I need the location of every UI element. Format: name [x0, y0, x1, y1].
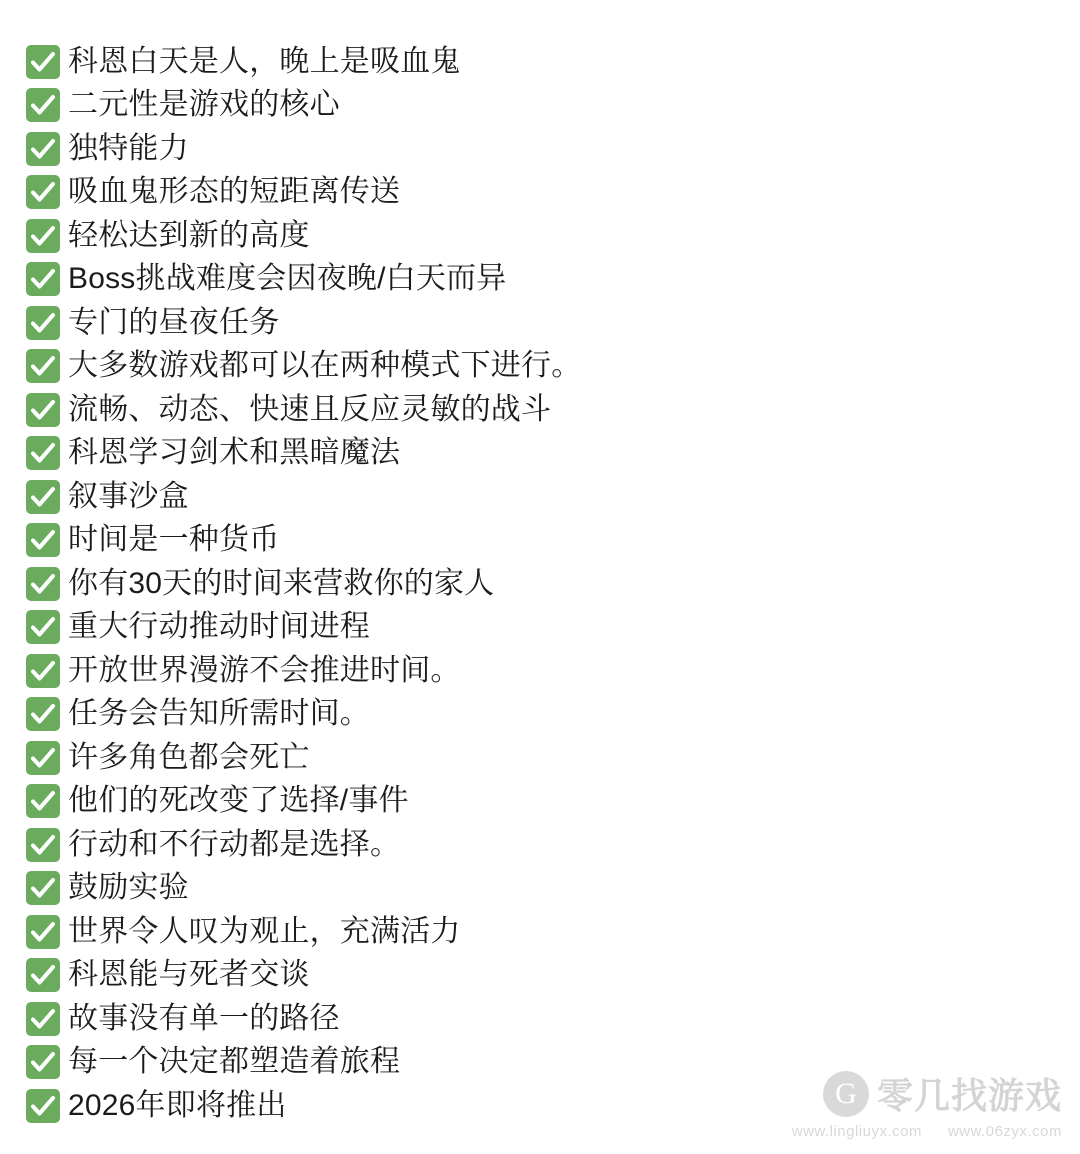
check-icon [26, 1045, 60, 1079]
list-item-label: 世界令人叹为观止，充满活力 [68, 914, 461, 948]
list-item [26, 997, 1080, 1041]
list-item-label: 你有30天的时间来营救你的家人 [68, 566, 495, 600]
list-item-label: 任务会告知所需时间。 [68, 697, 370, 731]
list-item-label: Boss挑战难度会因夜晚/白天而异 [68, 262, 507, 296]
check-icon [26, 262, 60, 296]
check-icon [26, 436, 60, 470]
list-item [26, 649, 1080, 693]
check-icon [26, 88, 60, 122]
check-icon [26, 871, 60, 905]
list-item-label: 独特能力 [68, 131, 189, 165]
check-icon [26, 915, 60, 949]
list-item [26, 867, 1080, 911]
check-icon [26, 175, 60, 209]
list-item-label: 科恩能与死者交谈 [68, 958, 310, 992]
list-item [26, 1084, 1080, 1128]
list-item-label: 科恩白天是人，晚上是吸血鬼 [68, 44, 461, 78]
list-item-label: 叙事沙盒 [68, 479, 189, 513]
list-item-label: 重大行动推动时间进程 [68, 610, 370, 644]
check-icon [26, 567, 60, 601]
check-icon [26, 132, 60, 166]
check-icon [26, 523, 60, 557]
list-item [26, 258, 1080, 302]
list-item [26, 432, 1080, 476]
list-item [26, 171, 1080, 215]
list-item [26, 606, 1080, 650]
check-icon [26, 784, 60, 818]
list-item [26, 388, 1080, 432]
list-item-label: 鼓励实验 [68, 871, 189, 905]
check-icon [26, 741, 60, 775]
watermark-site-left: www.lingliuyx.com [791, 1123, 922, 1140]
list-item [26, 475, 1080, 519]
list-item [26, 519, 1080, 563]
list-item-label: 二元性是游戏的核心 [68, 88, 340, 122]
list-item-label: 时间是一种货币 [68, 523, 280, 557]
check-icon [26, 610, 60, 644]
list-item-label: 轻松达到新的高度 [68, 218, 310, 252]
list-item-label: 科恩学习剑术和黑暗魔法 [68, 436, 401, 470]
check-icon [26, 393, 60, 427]
check-icon [26, 654, 60, 688]
check-icon [26, 1089, 60, 1123]
list-item-label: 每一个决定都塑造着旅程 [68, 1045, 401, 1079]
list-item [26, 823, 1080, 867]
list-item-label: 流畅、动态、快速且反应灵敏的战斗 [68, 392, 552, 426]
list-item [26, 562, 1080, 606]
list-item-label: 许多角色都会死亡 [68, 740, 310, 774]
list-item-label: 开放世界漫游不会推进时间。 [68, 653, 461, 687]
check-icon [26, 45, 60, 79]
watermark-title: 零几找游戏 [876, 1075, 1062, 1116]
check-icon [26, 958, 60, 992]
list-item-label: 吸血鬼形态的短距离传送 [68, 175, 401, 209]
check-icon [26, 306, 60, 340]
list-item-label: 故事没有单一的路径 [68, 1001, 340, 1035]
list-item-label: 他们的死改变了选择/事件 [68, 784, 409, 818]
list-item [26, 214, 1080, 258]
feature-checklist [26, 40, 1080, 1128]
list-item [26, 127, 1080, 171]
check-icon [26, 480, 60, 514]
list-item [26, 84, 1080, 128]
check-icon [26, 349, 60, 383]
list-item [26, 780, 1080, 824]
list-item-label: 行动和不行动都是选择。 [68, 827, 401, 861]
watermark-site-right: www.06zyx.com [947, 1123, 1062, 1140]
list-item [26, 1041, 1080, 1085]
list-item-label: 2026年即将推出 [68, 1088, 287, 1122]
list-item-label: 专门的昼夜任务 [68, 305, 280, 339]
list-item [26, 301, 1080, 345]
list-item [26, 693, 1080, 737]
list-item [26, 954, 1080, 998]
list-item-label: 大多数游戏都可以在两种模式下进行。 [68, 349, 582, 383]
list-item [26, 736, 1080, 780]
check-icon [26, 828, 60, 862]
list-item [26, 40, 1080, 84]
check-icon [26, 697, 60, 731]
site-logo-icon: G [823, 1071, 869, 1117]
list-item [26, 910, 1080, 954]
check-icon [26, 1002, 60, 1036]
check-icon [26, 219, 60, 253]
list-item [26, 345, 1080, 389]
